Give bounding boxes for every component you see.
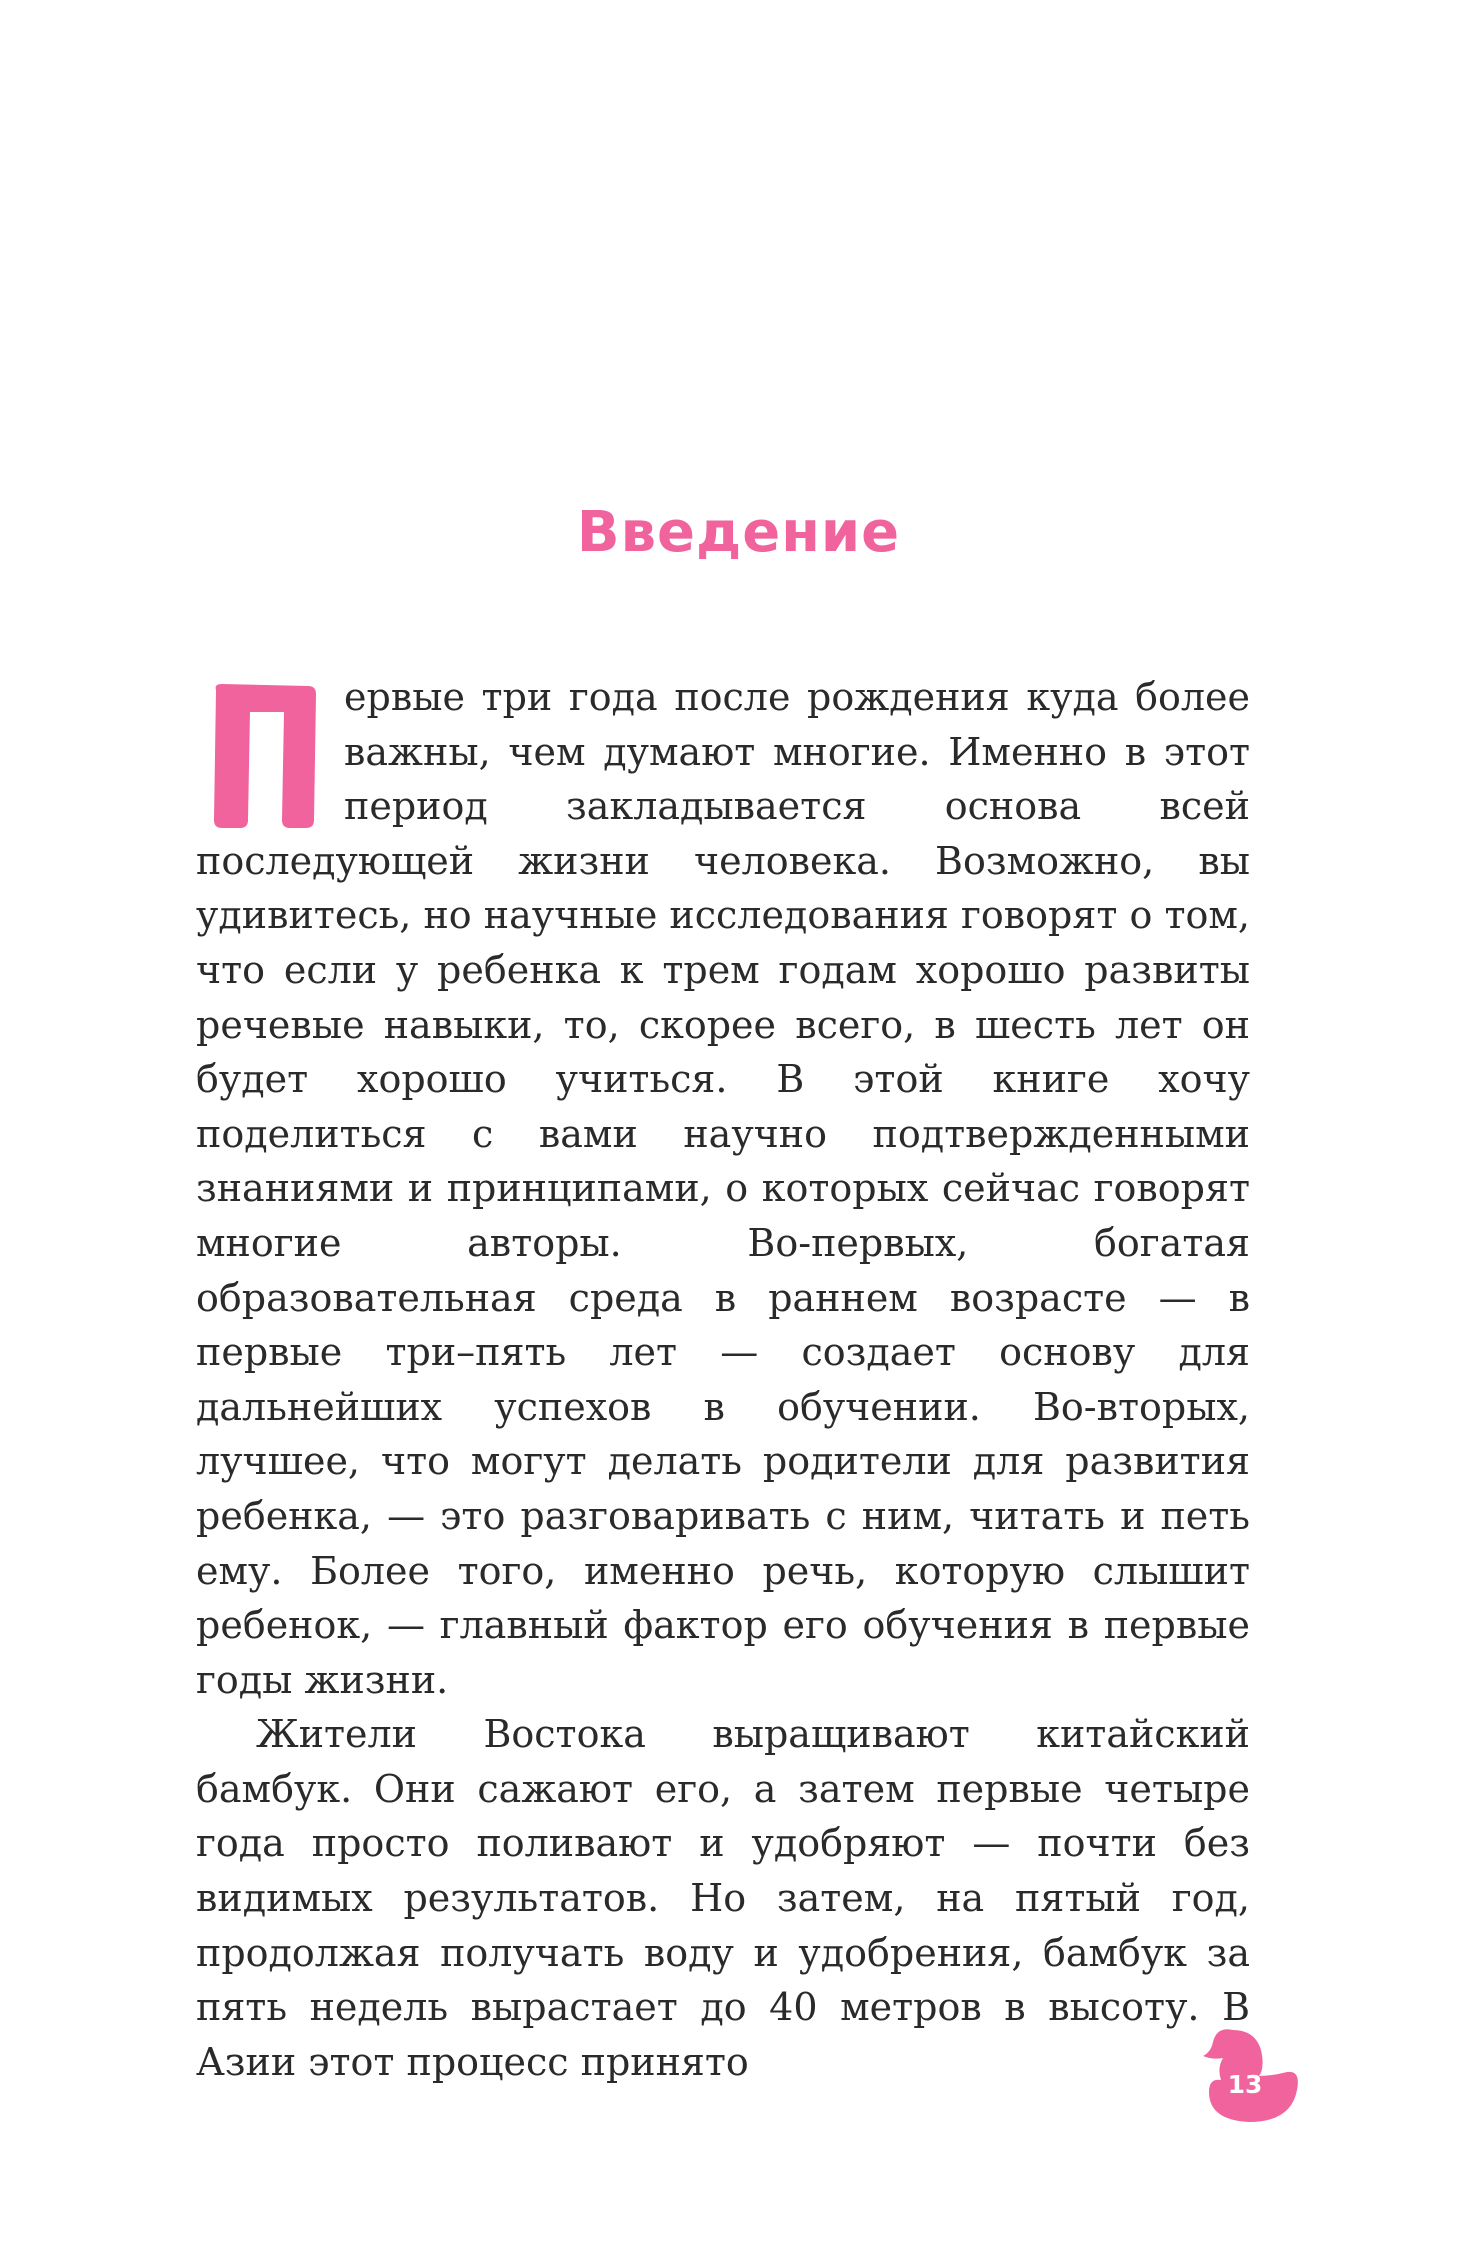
drop-cap-letter-graphic bbox=[210, 682, 320, 830]
body-text bbox=[196, 670, 1250, 2089]
paragraph-2: Жители Востока выращивают китайский бамбук. Они сажают его, а затем первые четыре года просто поливают и удобряют — почти без видимых результатов. Но затем, на пятый год, продолжая получать воду и удобрения, бамбук за пять недель вырастает до 40 метров в высоту. В Азии этот процесс принято bbox=[196, 1712, 1250, 2084]
paragraph-1 bbox=[196, 670, 1250, 1707]
drop-cap bbox=[210, 682, 320, 830]
page-number: 13 bbox=[1227, 2070, 1263, 2099]
chapter-title: Введение bbox=[576, 500, 901, 565]
paragraph-1-text: ервые три года после рождения куда более важны, чем думают многие. Именно в этот период закладывается основа всей последующей жизни человека. Возможно, вы удивитесь, но научные исследования говорят о том, что если у ребенка к трем годам хорошо развиты речевые навыки, то, скорее всего, в шесть лет он будет хорошо учиться. В этой книге хочу поделиться с вами научно подтвержденными знаниями и принципами, о которых сейчас говорят многие авторы. Во-первых, богатая образовательная среда в раннем возрасте — в первые три–пять лет — создает основу для дальнейших успехов в обучении. Во-вторых, лучшее, что могут делать родители для развития ребенка, — это разговаривать с ним, читать и петь ему. Более того, именно речь, которую слышит ребенок, — главный фактор его обучения в первые годы жизни. bbox=[196, 675, 1250, 1702]
